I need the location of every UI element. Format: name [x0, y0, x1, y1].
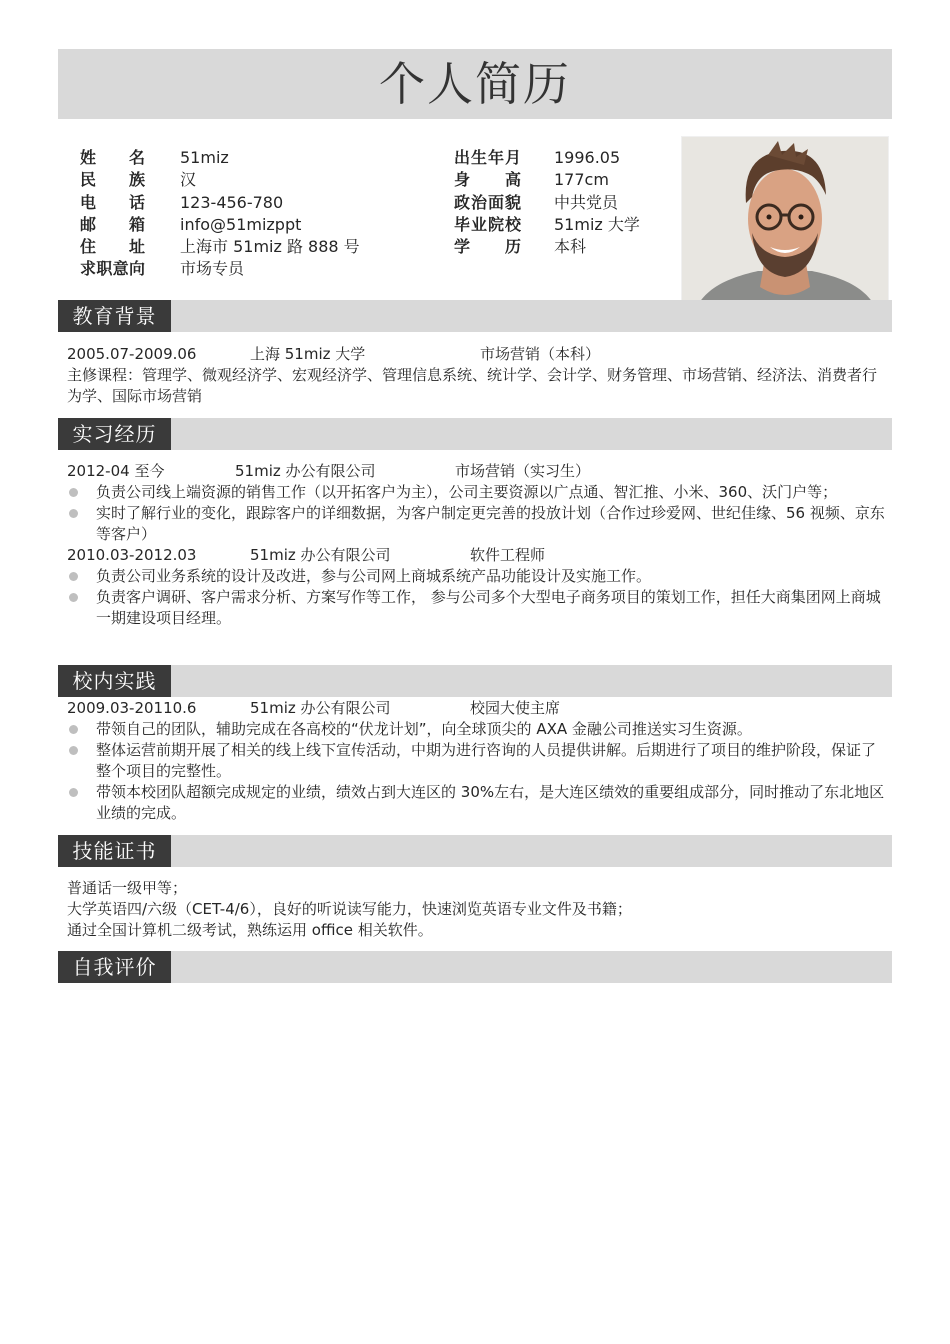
info-value: 本科 [554, 237, 587, 257]
company: 51miz 办公有限公司 [250, 546, 391, 564]
major: 市场营销（本科） [480, 345, 601, 363]
period: 2005.07-2009.06 [67, 345, 197, 363]
info-row-phone [80, 192, 360, 214]
role: 市场营销（实习生） [455, 462, 591, 480]
list-item: 带领自己的团队，辅助完成在各高校的“伏龙计划”，向全球顶尖的 AXA 金融公司推送实习生资源。 [67, 719, 885, 740]
period: 2010.03-2012.03 [67, 546, 197, 564]
info-row-objective [80, 258, 360, 280]
info-value: info@51mizppt [180, 214, 302, 234]
info-label: 住址 [80, 237, 145, 257]
campus-header-row [67, 698, 885, 719]
page-title: 个人简历 [379, 57, 571, 111]
internship-entry-2-header [67, 545, 885, 566]
section-header-self-eval [58, 951, 892, 983]
section-header-skills [58, 835, 892, 867]
company: 51miz 办公有限公司 [235, 462, 376, 480]
period: 2009.03-20110.6 [67, 699, 197, 717]
list-item: 负责公司线上端资源的销售工作（以开拓客户为主），公司主要资源以广点通、智汇推、小米、360、沃门户等； [67, 482, 885, 503]
info-label: 出生年月 [454, 148, 521, 167]
list-item: 整体运营前期开展了相关的线上线下宣传活动，中期为进行咨询的人员提供讲解。后期进行了项目的维护阶段，保证了整个项目的完整性。 [67, 740, 885, 782]
skill-line: 大学英语四/六级（CET-4/6），良好的听说读写能力，快速浏览英语专业文件及书籍； [67, 900, 632, 918]
info-value: 中共党员 [554, 192, 619, 212]
skill-line: 普通话一级甲等； [67, 879, 188, 897]
info-row-degree [454, 236, 640, 258]
section-header-education [58, 300, 892, 332]
info-value: 177cm [554, 170, 609, 190]
profile-photo [682, 137, 888, 319]
info-label: 民族 [80, 170, 145, 190]
info-value: 汉 [180, 170, 197, 190]
info-value: 1996.05 [554, 148, 621, 167]
info-row-political [454, 192, 640, 214]
role: 软件工程师 [470, 546, 546, 564]
info-row-address [80, 236, 360, 258]
info-label: 姓名 [80, 148, 145, 167]
info-label: 邮箱 [80, 214, 145, 234]
section-title: 实习经历 [58, 418, 171, 450]
info-row-birth [454, 147, 640, 169]
info-value: 123-456-780 [180, 192, 284, 212]
section-title: 自我评价 [58, 951, 171, 983]
company: 51miz 办公有限公司 [250, 699, 391, 717]
info-label: 身高 [454, 170, 521, 190]
info-row-school [454, 214, 640, 236]
list-item: 实时了解行业的变化，跟踪客户的详细数据，为客户制定更完善的投放计划（合作过珍爱网、世纪佳缘、56 视频、京东等客户） [67, 503, 885, 545]
info-row-ethnicity [80, 169, 360, 191]
internship-entry-1-header [67, 461, 885, 482]
section-title: 校内实践 [58, 665, 171, 697]
title-bar [58, 49, 892, 119]
info-label: 学历 [454, 237, 521, 257]
info-value: 51miz [180, 148, 229, 167]
info-row-height [454, 169, 640, 191]
info-value: 市场专员 [180, 259, 245, 279]
list-item: 负责公司业务系统的设计及改进，参与公司网上商城系统产品功能设计及实施工作。 [67, 566, 885, 587]
info-label: 毕业院校 [454, 214, 521, 234]
skills-block [67, 878, 885, 941]
role: 校园大使主席 [470, 699, 561, 717]
basic-info-left [80, 147, 360, 281]
education-block [67, 344, 885, 407]
info-row-name [80, 147, 360, 169]
info-value: 51miz 大学 [554, 214, 640, 234]
list-item: 负责客户调研、客户需求分析、方案写作等工作， 参与公司多个大型电子商务项目的策划工作，担任大商集团网上商城一期建设项目经理。 [67, 587, 885, 629]
section-title: 教育背景 [58, 300, 171, 332]
internship-block [67, 461, 885, 629]
list-item: 带领本校团队超额完成规定的业绩，绩效占到大连区的 30%左右，是大连区绩效的重要组成部分，同时推动了东北地区业绩的完成。 [67, 782, 885, 824]
section-header-campus [58, 665, 892, 697]
info-label: 电话 [80, 192, 145, 212]
info-row-email [80, 214, 360, 236]
school: 上海 51miz 大学 [250, 345, 366, 363]
period: 2012-04 至今 [67, 462, 165, 480]
portrait-illustration [682, 137, 888, 319]
courses-text: 主修课程：管理学、微观经济学、宏观经济学、管理信息系统、统计学、会计学、财务管理、市场营销、经济法、消费者行为学、国际市场营销 [67, 366, 878, 405]
info-label: 政治面貌 [454, 192, 521, 212]
info-label: 求职意向 [80, 259, 145, 279]
education-header-row [67, 344, 885, 365]
skill-line: 通过全国计算机二级考试，熟练运用 office 相关软件。 [67, 921, 433, 939]
info-value: 上海市 51miz 路 888 号 [180, 237, 360, 257]
section-title: 技能证书 [58, 835, 171, 867]
section-header-internship [58, 418, 892, 450]
basic-info-right [454, 147, 640, 258]
campus-block [67, 698, 885, 824]
